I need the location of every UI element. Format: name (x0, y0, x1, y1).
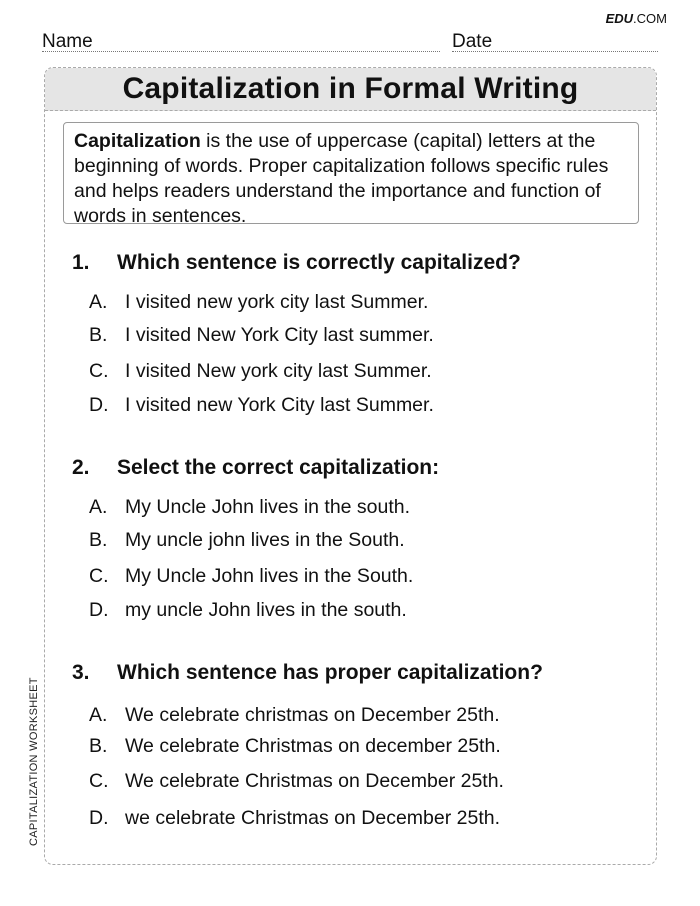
option-text: We celebrate Christmas on december 25th. (125, 735, 501, 757)
option-letter: D. (89, 599, 109, 621)
option-text: I visited new york city last Summer. (125, 291, 429, 313)
option-text: My Uncle John lives in the south. (125, 496, 411, 518)
intro-term: Capitalization (74, 130, 201, 152)
answer-option-3b[interactable] (89, 735, 501, 758)
answer-option-3c[interactable] (89, 770, 504, 793)
question-number: 2. (72, 456, 90, 479)
option-letter: D. (89, 394, 109, 416)
brand-edu: EDU (605, 11, 634, 26)
question-number: 3. (72, 661, 90, 684)
option-text: I visited new York City last Summer. (125, 394, 434, 416)
answer-option-1c[interactable] (89, 360, 432, 383)
option-text: My Uncle John lives in the South. (125, 565, 414, 587)
answer-option-1b[interactable] (89, 324, 434, 347)
option-letter: C. (89, 770, 109, 792)
answer-option-2d[interactable] (89, 599, 407, 622)
option-letter: B. (89, 324, 108, 346)
option-letter: B. (89, 735, 108, 757)
option-text: We celebrate christmas on December 25th. (125, 704, 500, 726)
intro-text: is the use of uppercase (capital) letters at the beginning of words. Proper capitalization follows specific rules and helps readers understand the importance and function of words in sentences. (74, 130, 609, 227)
name-label: Name (42, 31, 93, 52)
option-text: I visited New York City last summer. (125, 324, 434, 346)
option-text: we celebrate Christmas on December 25th. (125, 807, 501, 829)
question-text: Select the correct capitalization: (117, 456, 440, 479)
answer-option-2b[interactable] (89, 529, 405, 552)
answer-option-3a[interactable] (89, 704, 500, 727)
date-field-line[interactable] (452, 51, 658, 52)
date-label: Date (452, 31, 493, 52)
option-letter: C. (89, 565, 109, 587)
answer-option-2c[interactable] (89, 565, 413, 588)
worksheet-panel (44, 67, 657, 865)
question-1 (72, 251, 642, 416)
answer-option-3d[interactable] (89, 807, 500, 830)
question-text: Which sentence has proper capitalization? (117, 661, 543, 684)
question-3 (72, 661, 642, 829)
option-text: I visited New york city last Summer. (125, 360, 432, 382)
option-letter: D. (89, 807, 109, 829)
option-text: We celebrate Christmas on December 25th. (125, 770, 504, 792)
option-letter: A. (89, 496, 108, 518)
worksheet-title: Capitalization in Formal Writing (45, 68, 656, 111)
worksheet-side-label: CAPITALIZATION WORKSHEET (28, 677, 40, 846)
brand-com: .COM (633, 11, 667, 26)
answer-option-2a[interactable] (89, 496, 410, 519)
answer-option-1a[interactable] (89, 291, 428, 314)
question-text: Which sentence is correctly capitalized? (117, 251, 521, 274)
option-text: My uncle john lives in the South. (125, 529, 405, 551)
option-letter: A. (89, 291, 108, 313)
option-text: my uncle John lives in the south. (125, 599, 407, 621)
question-number: 1. (72, 251, 90, 274)
option-letter: C. (89, 360, 109, 382)
option-letter: A. (89, 704, 108, 726)
intro-box (63, 122, 639, 227)
question-2 (72, 456, 642, 621)
brand-logo (606, 11, 667, 26)
name-field-line[interactable] (42, 51, 440, 52)
answer-option-1d[interactable] (89, 394, 434, 417)
option-letter: B. (89, 529, 108, 551)
